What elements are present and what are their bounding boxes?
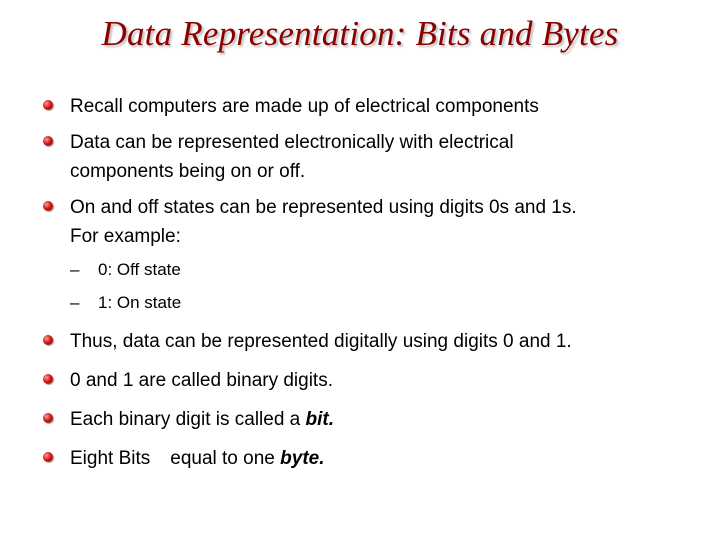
red-sphere-bullet-icon xyxy=(43,100,53,110)
bullet-text-part-2: equal to one xyxy=(170,448,281,469)
byte-term: byte. xyxy=(280,448,325,469)
sub-list-wrapper xyxy=(42,253,692,319)
bullet-list xyxy=(42,92,692,480)
red-sphere-bullet-icon xyxy=(43,452,53,462)
bullet-text: Thus, data can be represented digitally using digits 0 and 1. xyxy=(70,331,572,352)
bullet-text: Recall computers are made up of electrical components xyxy=(70,96,539,117)
bullet-item xyxy=(42,128,692,186)
slide-title: Data Representation: Bits and Bytes xyxy=(101,14,619,53)
bullet-item xyxy=(42,444,692,473)
bullet-text-line-2: components being on or off. xyxy=(70,161,306,182)
red-sphere-bullet-icon xyxy=(43,201,53,211)
bullet-text: Each binary digit is called a xyxy=(70,409,306,430)
bullet-text-part-1: Eight Bits xyxy=(70,448,151,469)
red-sphere-bullet-icon xyxy=(43,136,53,146)
bullet-text-line-1: Data can be represented electronically with electrical xyxy=(70,132,514,153)
red-sphere-bullet-icon xyxy=(43,374,53,384)
bit-term: bit. xyxy=(305,409,335,430)
sub-bullet-item xyxy=(70,253,692,286)
sub-bullet-text: 1: On state xyxy=(98,293,182,312)
bullet-item xyxy=(42,327,692,356)
dash-marker: – xyxy=(70,293,80,312)
bullet-text-line-1: On and off states can be represented using digits 0s and 1s. xyxy=(70,197,577,218)
bullet-text: 0 and 1 are called binary digits. xyxy=(70,370,333,391)
red-sphere-bullet-icon xyxy=(43,413,53,423)
sub-bullet-text: 0: Off state xyxy=(98,260,181,279)
bullet-item xyxy=(42,405,692,434)
bullet-text-line-2: For example: xyxy=(70,226,181,247)
dash-marker: – xyxy=(70,260,80,279)
bullet-item xyxy=(42,92,692,121)
bullet-item xyxy=(42,193,692,251)
sub-bullet-list xyxy=(42,253,692,319)
sub-bullet-item xyxy=(70,286,692,319)
bullet-item xyxy=(42,366,692,395)
red-sphere-bullet-icon xyxy=(43,335,53,345)
